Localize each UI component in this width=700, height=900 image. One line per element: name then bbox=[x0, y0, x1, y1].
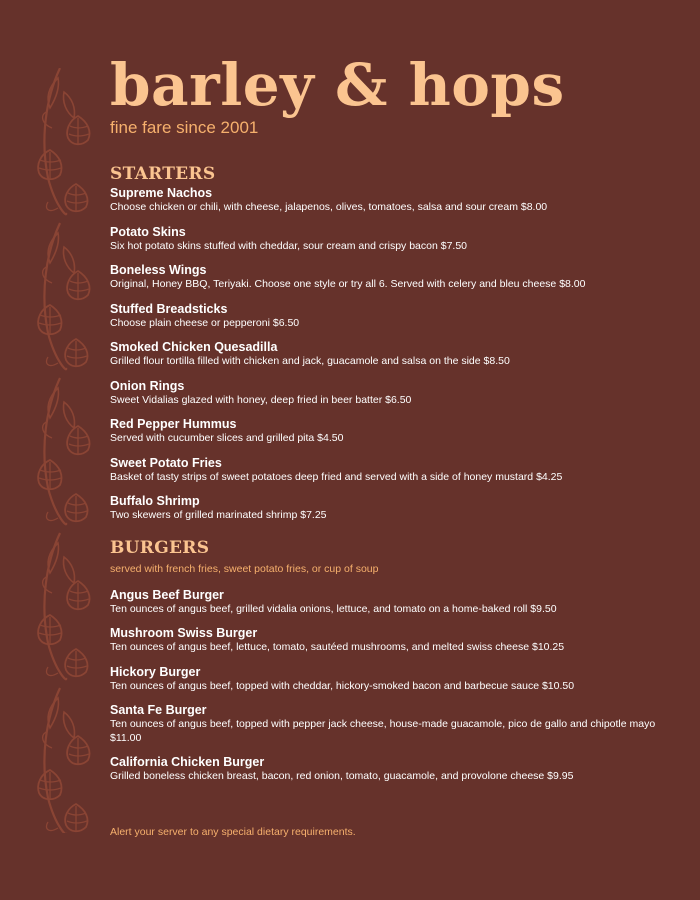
burgers-sides-note: served with french fries, sweet potato fries, or cup of soup bbox=[110, 562, 379, 575]
menu-item-name: Smoked Chicken Quesadilla bbox=[110, 340, 278, 354]
menu-item bbox=[110, 225, 670, 254]
menu-item-description: Served with cucumber slices and grilled pita $4.50 bbox=[110, 432, 344, 444]
menu-item-name: Buffalo Shrimp bbox=[110, 494, 200, 508]
menu-item bbox=[110, 186, 670, 215]
menu-item-description: Grilled flour tortilla filled with chicken and jack, guacamole and salsa on the side $8.50 bbox=[110, 355, 510, 367]
menu-item-description: Choose plain cheese or pepperoni $6.50 bbox=[110, 316, 300, 329]
menu-item-description: Ten ounces of angus beef, lettuce, tomato, sautéed mushrooms, and melted swiss cheese $10.25 bbox=[110, 641, 565, 653]
menu-item-name: Angus Beef Burger bbox=[110, 587, 224, 602]
section-heading-burgers: BURGERS bbox=[110, 537, 210, 558]
menu-item-name: Hickory Burger bbox=[110, 664, 201, 679]
brand-title: barley & hops bbox=[110, 51, 565, 119]
menu-item-description: Ten ounces of angus beef, topped with pepper jack cheese, house-made guacamole, pico de gallo and chipotle mayo $11.00 bbox=[110, 718, 656, 744]
menu-item bbox=[110, 494, 670, 523]
menu-item-description: Ten ounces of angus beef, topped with cheddar, hickory-smoked bacon and barbecue sauce $10.50 bbox=[110, 679, 575, 692]
starters-section bbox=[110, 164, 670, 523]
menu-item-description: Two skewers of grilled marinated shrimp $7.25 bbox=[110, 509, 327, 521]
burgers-section bbox=[110, 538, 670, 784]
menu-item-name: Red Pepper Hummus bbox=[110, 417, 237, 431]
menu-item-name: Boneless Wings bbox=[110, 263, 207, 277]
menu-item-name: Supreme Nachos bbox=[110, 186, 213, 200]
menu-item-description: Six hot potato skins stuffed with cheddar, sour cream and crispy bacon $7.50 bbox=[110, 239, 468, 252]
dietary-note: Alert your server to any special dietary requirements. bbox=[110, 826, 356, 838]
menu-item-description: Ten ounces of angus beef, grilled vidalia onions, lettuce, and tomato on a home-baked roll $9.50 bbox=[110, 602, 557, 615]
brand-tagline: fine fare since 2001 bbox=[110, 118, 259, 137]
menu-item-description: Basket of tasty strips of sweet potatoes deep fried and served with a side of honey mustard $4.25 bbox=[110, 470, 563, 483]
menu-item bbox=[110, 626, 670, 655]
menu-item bbox=[110, 755, 670, 784]
menu-item-name: Onion Rings bbox=[110, 378, 185, 393]
menu-item bbox=[110, 379, 670, 408]
menu-item bbox=[110, 417, 670, 446]
menu-item-name: California Chicken Burger bbox=[110, 755, 265, 769]
menu-item bbox=[110, 703, 670, 745]
menu-item-description: Original, Honey BBQ, Teriyaki. Choose one style or try all 6. Served with celery and bleu cheese $8.00 bbox=[110, 278, 586, 290]
menu-item-name: Potato Skins bbox=[110, 224, 186, 239]
menu-item bbox=[110, 456, 670, 485]
menu-item bbox=[110, 263, 670, 292]
menu-item-name: Mushroom Swiss Burger bbox=[110, 626, 258, 640]
menu-item-name: Santa Fe Burger bbox=[110, 703, 207, 717]
menu-content bbox=[110, 52, 670, 794]
hop-vine-icon bbox=[30, 68, 100, 833]
menu-item bbox=[110, 302, 670, 331]
menu-item bbox=[110, 588, 670, 617]
menu-item-description: Choose chicken or chili, with cheese, jalapenos, olives, tomatoes, salsa and sour cream $8.00 bbox=[110, 201, 548, 213]
menu-item-description: Sweet Vidalias glazed with honey, deep fried in beer batter $6.50 bbox=[110, 393, 412, 406]
menu-item bbox=[110, 665, 670, 694]
menu-item bbox=[110, 340, 670, 369]
menu-item-name: Sweet Potato Fries bbox=[110, 455, 222, 470]
menu-item-name: Stuffed Breadsticks bbox=[110, 301, 228, 316]
menu-item-description: Grilled boneless chicken breast, bacon, red onion, tomato, guacamole, and provolone cheese $9.95 bbox=[110, 770, 574, 782]
section-heading-starters: STARTERS bbox=[110, 164, 216, 184]
